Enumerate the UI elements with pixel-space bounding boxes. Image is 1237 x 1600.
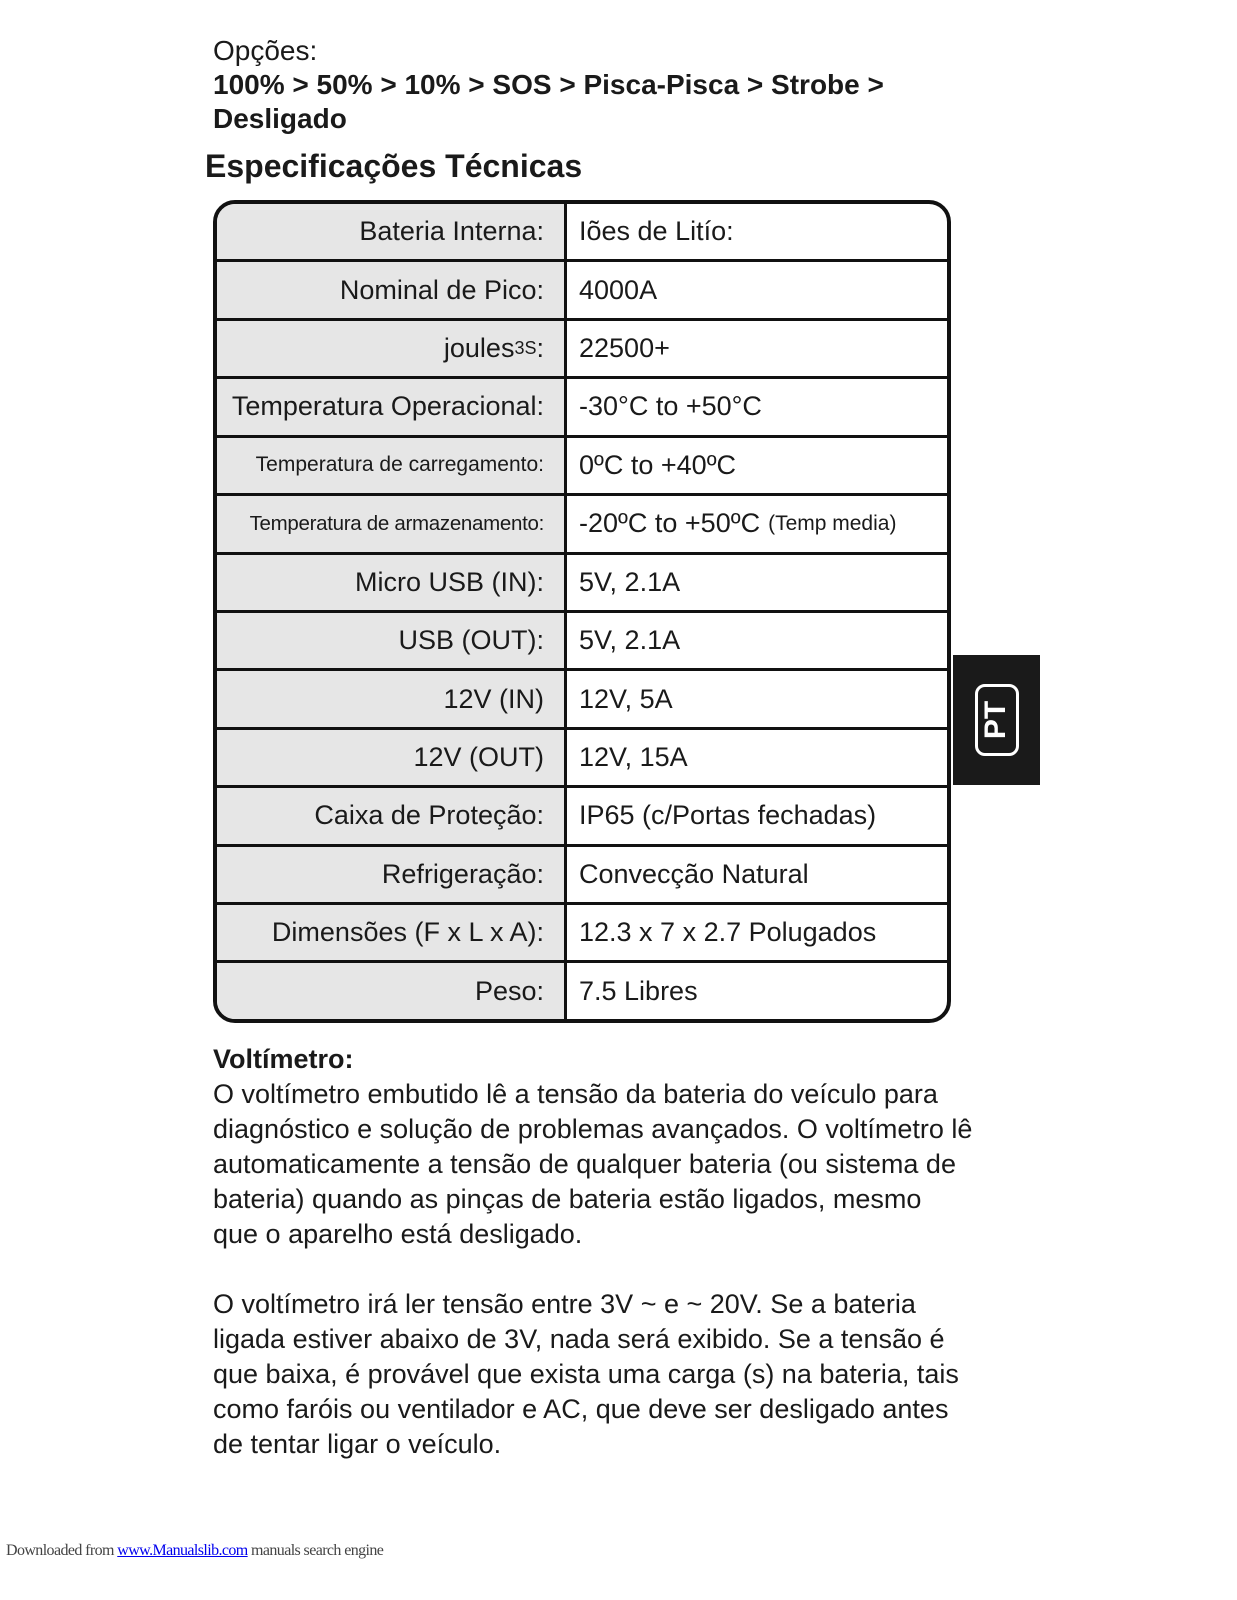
spec-label: Nominal de Pico: [217, 262, 567, 317]
spec-label: Micro USB (IN): [217, 555, 567, 610]
options-label: Opções: [213, 35, 318, 66]
spec-label: Temperatura Operacional: [217, 379, 567, 434]
table-row [217, 204, 947, 259]
table-row [217, 727, 947, 785]
language-badge [975, 684, 1019, 756]
spec-value: 12V, 15A [579, 742, 688, 772]
table-row [217, 844, 947, 902]
spec-label: Dimensões (F x L x A): [217, 905, 567, 960]
spec-label: Refrigeração: [217, 847, 567, 902]
spec-value [567, 496, 947, 551]
table-row [217, 376, 947, 434]
table-row [217, 259, 947, 317]
spec-label: Caixa de Proteção: [217, 788, 567, 843]
language-tab [953, 655, 1040, 785]
download-footer [6, 1542, 383, 1560]
table-row [217, 493, 947, 551]
spec-value: 0ºC to +40ºC [579, 449, 737, 480]
spec-label [217, 321, 567, 376]
voltmeter-paragraph-1: O voltímetro embutido lê a tensão da bateria do veículo para diagnóstico e solução de problemas avançados. O voltímetro lê automaticamente a tensão de qualquer bateria (ou sistema de bateria) quando as pinças de bateria estão ligados, mesmo que o aparelho está desligado. [213, 1079, 973, 1249]
spec-value: 5V, 2.1A [579, 566, 681, 597]
table-row [217, 435, 947, 493]
manualslib-link[interactable]: www.Manualslib.com [117, 1542, 248, 1559]
spec-value-note: (Temp media) [768, 511, 897, 535]
language-code: PT [979, 700, 1013, 740]
spec-value: 7.5 Libres [579, 975, 698, 1006]
table-row [217, 960, 947, 1018]
footer-suffix: manuals search engine [247, 1542, 384, 1559]
spec-value: -30°C to +50°C [579, 391, 762, 422]
spec-label: Peso: [217, 963, 567, 1018]
spec-value: Convecção Natural [579, 858, 809, 889]
table-row [217, 785, 947, 843]
spec-value: 12.3 x 7 x 2.7 Polugados [579, 917, 877, 948]
options-sequence: 100% > 50% > 10% > SOS > Pisca-Pisca > Strobe > Desligado [213, 69, 884, 134]
table-row [217, 668, 947, 726]
specs-title: Especificações Técnicas [205, 148, 583, 184]
spec-value: 4000A [579, 274, 658, 305]
spec-value: 12V, 5A [579, 683, 673, 714]
table-row [217, 902, 947, 960]
voltmeter-heading: Voltímetro: [213, 1044, 354, 1074]
footer-prefix: Downloaded from [6, 1542, 118, 1559]
spec-label: 12V (IN) [217, 671, 567, 726]
specs-table [213, 200, 951, 1023]
spec-value: 5V, 2.1A [579, 625, 681, 656]
spec-label-superscript: 3S [514, 338, 537, 359]
spec-label-main: joules [443, 333, 515, 364]
spec-label: 12V (OUT) [217, 730, 567, 785]
spec-value: IP65 (c/Portas fechadas) [579, 800, 877, 831]
spec-value-main: -20ºC to +50ºC [579, 508, 761, 539]
options-block [213, 34, 1013, 136]
spec-label: Bateria Interna: [217, 204, 567, 259]
spec-value: 22500+ [579, 333, 670, 364]
spec-label: USB (OUT): [217, 613, 567, 668]
table-row [217, 318, 947, 376]
table-row [217, 610, 947, 668]
table-row [217, 552, 947, 610]
spec-value: Iões de Litío: [579, 216, 734, 247]
spec-label-colon: : [536, 333, 544, 364]
spec-label: Temperatura de armazenamento: [217, 496, 567, 551]
voltmeter-section [213, 1042, 973, 1462]
spec-label: Temperatura de carregamento: [217, 438, 567, 493]
voltmeter-paragraph-2: O voltímetro irá ler tensão entre 3V ~ e ~ 20V. Se a bateria ligada estiver abaixo de 3V, nada será exibido. Se a tensão é que baixa, é provável que exista uma carga (s) na bateria, tais como faróis ou ventilador e AC, que deve ser desligado antes de tentar ligar o veículo. [213, 1289, 959, 1459]
